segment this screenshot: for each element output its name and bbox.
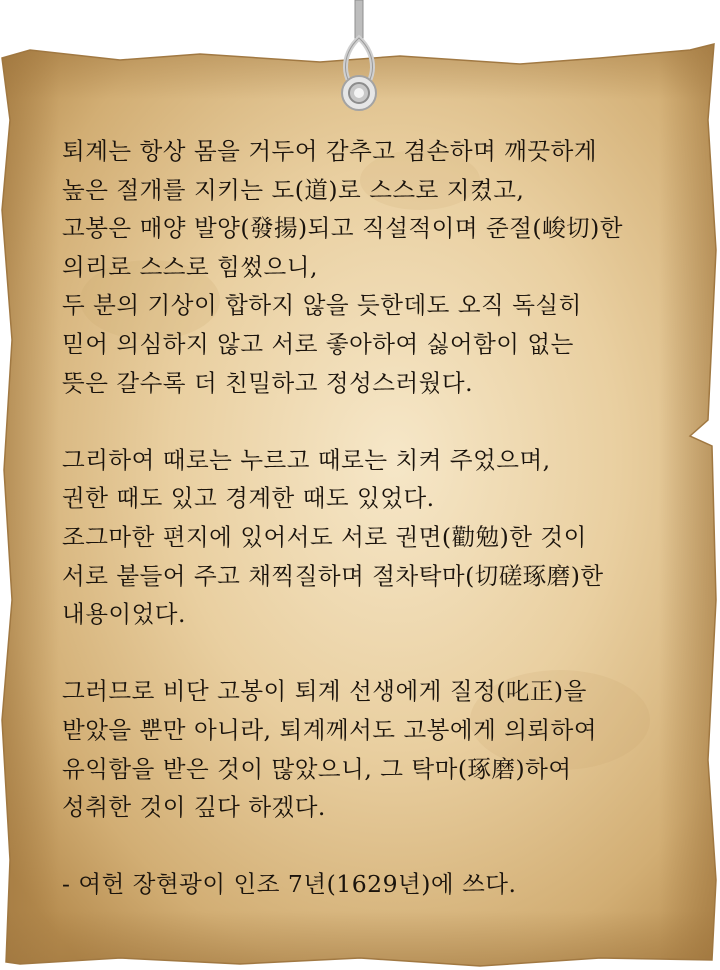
text-line: 조그마한 편지에 있어서도 서로 권면(勸勉)한 것이 <box>62 522 587 551</box>
text-line: 뜻은 갈수록 더 친밀하고 정성스러웠다. <box>62 368 474 397</box>
letter-body <box>62 132 692 904</box>
text-line: 믿어 의심하지 않고 서로 좋아하여 싫어함이 없는 <box>62 329 574 358</box>
text-line: 고봉은 매양 발양(發揚)되고 직설적이며 준절(峻切)한 <box>62 214 623 243</box>
text-line: 그리하여 때로는 누르고 때로는 치켜 주었으며, <box>62 445 551 474</box>
text-line: 성취한 것이 깊다 하겠다. <box>62 793 326 822</box>
text-line: 높은 절개를 지키는 도(道)로 스스로 지켰고, <box>62 175 525 204</box>
signature: - 여헌 장현광이 인조 7년(1629년)에 쓰다. <box>62 870 517 899</box>
paragraph-2 <box>62 441 692 634</box>
text-line: 퇴계는 항상 몸을 거두어 감추고 겸손하며 깨끗하게 <box>62 137 598 165</box>
text-line: 유익함을 받은 것이 많았으니, 그 탁마(琢磨)하여 <box>62 754 572 783</box>
text-line: 권한 때도 있고 경계한 때도 있었다. <box>62 484 435 513</box>
text-line: 두 분의 기상이 합하지 않을 듯한데도 오직 독실히 <box>62 291 582 320</box>
paragraph-3 <box>62 672 692 826</box>
text-line: 서로 붙들어 주고 채찍질하며 절차탁마(切磋琢磨)한 <box>62 561 604 590</box>
hanging-ring-icon <box>330 0 390 115</box>
text-line: 내용이었다. <box>62 600 186 629</box>
text-line: 받았을 뿐만 아니라, 퇴계께서도 고봉에게 의뢰하여 <box>62 715 598 744</box>
text-line: 그러므로 비단 고봉이 퇴계 선생에게 질정(叱正)을 <box>62 677 587 706</box>
paragraph-1 <box>62 132 692 402</box>
text-line: 의리로 스스로 힘썼으니, <box>62 252 318 281</box>
